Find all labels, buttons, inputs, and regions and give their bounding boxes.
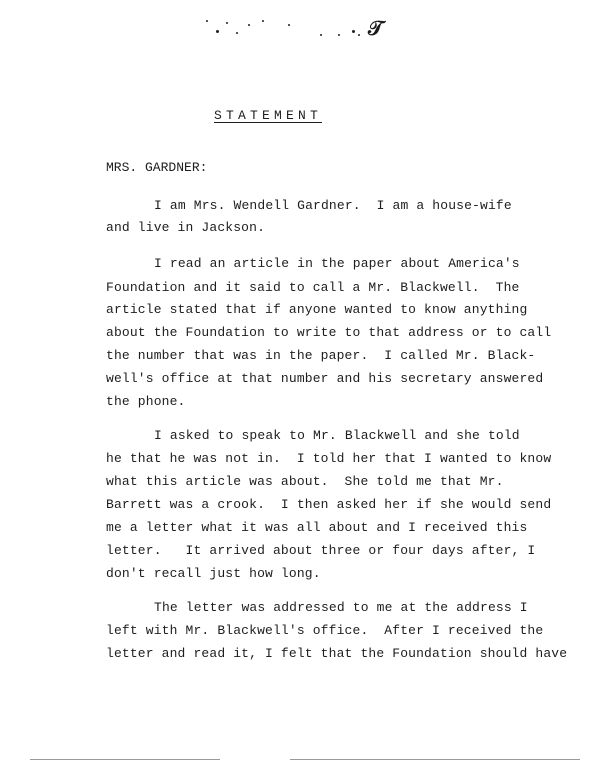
body-line: well's office at that number and his secretary answered — [106, 371, 544, 386]
body-line: the number that was in the paper. I called Mr. Black- — [106, 348, 536, 363]
page-edge-rule — [290, 759, 580, 760]
page-edge-rule — [30, 759, 220, 760]
body-line: I asked to speak to Mr. Blackwell and she told — [154, 428, 520, 443]
scan-speck — [236, 32, 238, 34]
body-line: don't recall just how long. — [106, 566, 321, 581]
body-line: article stated that if anyone wanted to know anything — [106, 302, 528, 317]
body-line: letter and read it, I felt that the Foundation should have — [106, 646, 568, 661]
body-line: letter. It arrived about three or four days after, I — [106, 543, 536, 558]
scan-speck — [288, 24, 290, 26]
body-line: what this article was about. She told me that Mr. — [106, 474, 504, 489]
scan-speck — [320, 34, 322, 36]
body-line: The letter was addressed to me at the address I — [154, 600, 528, 615]
body-line: left with Mr. Blackwell's office. After I received the — [106, 623, 544, 638]
body-line: about the Foundation to write to that address or to call — [106, 325, 552, 340]
document-title: STATEMENT — [214, 108, 323, 123]
body-line: Barrett was a crook. I then asked her if she would send — [106, 497, 552, 512]
speaker-label: MRS. GARDNER: — [106, 160, 208, 175]
body-line: and live in Jackson. — [106, 220, 266, 235]
body-line: I read an article in the paper about America's — [154, 256, 520, 271]
body-line: me a letter what it was all about and I received this — [106, 520, 528, 535]
scan-speck — [248, 24, 250, 26]
scan-speck — [206, 20, 208, 22]
body-line: I am Mrs. Wendell Gardner. I am a house-wife — [154, 198, 512, 213]
scan-speck — [262, 20, 264, 22]
scan-speck — [352, 30, 355, 33]
scan-speck — [338, 34, 340, 36]
scan-speck — [358, 34, 360, 36]
scan-artifact-mark: 𝒯 — [368, 16, 384, 40]
scan-speck — [216, 30, 219, 33]
scan-speck — [226, 22, 228, 24]
body-line: the phone. — [106, 394, 186, 409]
body-line: Foundation and it said to call a Mr. Blackwell. The — [106, 280, 520, 295]
body-line: he that he was not in. I told her that I wanted to know — [106, 451, 552, 466]
